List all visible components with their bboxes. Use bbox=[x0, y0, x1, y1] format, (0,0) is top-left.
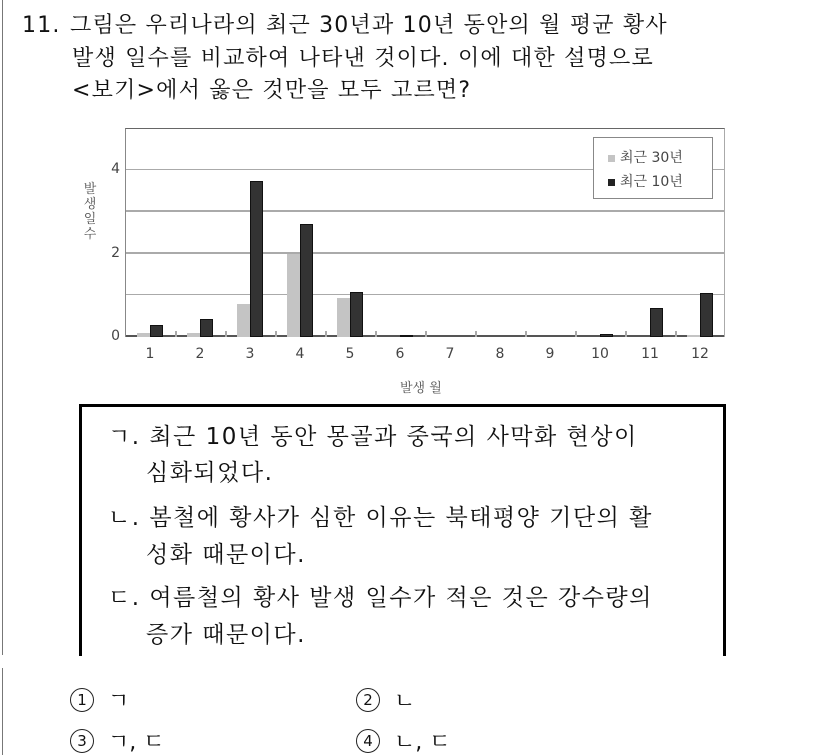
bogi-item-c-line2: 증가 때문이다. bbox=[146, 622, 306, 648]
bar-10yr bbox=[650, 308, 663, 337]
choice-text-1: ㄱ bbox=[108, 689, 130, 714]
bar-30yr bbox=[287, 254, 300, 337]
bogi-label-a: ㄱ. bbox=[108, 424, 141, 450]
bar-10yr bbox=[400, 335, 413, 337]
x-tick-label: 6 bbox=[395, 346, 405, 362]
choice-number-4: 4 bbox=[356, 729, 380, 753]
bar-10yr bbox=[250, 181, 263, 337]
chart-legend bbox=[593, 137, 713, 199]
gridline bbox=[126, 252, 724, 254]
gridline bbox=[126, 294, 724, 296]
x-tick-label: 9 bbox=[545, 346, 555, 362]
choice-1[interactable] bbox=[70, 684, 129, 715]
x-minor-tick bbox=[325, 331, 327, 337]
x-minor-tick bbox=[425, 331, 427, 337]
question-number: 11. bbox=[22, 13, 61, 38]
x-minor-tick bbox=[375, 331, 377, 337]
x-minor-tick bbox=[175, 331, 177, 337]
question-line-2: 발생 일수를 비교하여 나타낸 것이다. 이에 대한 설명으로 bbox=[72, 46, 654, 71]
bogi-text-c: 여름철의 황사 발생 일수가 적은 것은 강수량의 bbox=[149, 585, 653, 611]
bar-10yr bbox=[150, 325, 163, 338]
choice-number-1: 1 bbox=[70, 688, 94, 712]
choice-2[interactable] bbox=[356, 684, 415, 715]
legend-label-30yr: 최근 30년 bbox=[620, 150, 683, 166]
bogi-text-b: 봄철에 황사가 심한 이유는 북태평양 기단의 활 bbox=[149, 505, 653, 531]
legend-swatch-10yr-icon bbox=[608, 179, 615, 186]
bar-10yr bbox=[600, 334, 613, 337]
legend-label-10yr: 최근 10년 bbox=[620, 174, 683, 190]
bar-10yr bbox=[200, 319, 213, 337]
x-minor-tick bbox=[475, 331, 477, 337]
choice-4[interactable] bbox=[356, 725, 451, 756]
page-left-border-lower bbox=[2, 668, 3, 755]
x-tick-label: 8 bbox=[495, 346, 505, 362]
bar-10yr bbox=[350, 292, 363, 337]
x-tick-label: 12 bbox=[691, 346, 709, 362]
choice-text-3: ㄱ, ㄷ bbox=[108, 730, 165, 755]
page-left-border bbox=[2, 0, 3, 655]
bar-30yr bbox=[687, 335, 700, 337]
question-line-1: 그림은 우리나라의 최근 30년과 10년 동안의 월 평균 황사 bbox=[70, 13, 668, 38]
bogi-item-b-line2: 성화 때문이다. bbox=[146, 542, 306, 568]
y-tick-label: 4 bbox=[111, 161, 120, 178]
x-tick-label: 11 bbox=[641, 346, 659, 362]
y-tick-label: 2 bbox=[111, 244, 120, 261]
x-minor-tick bbox=[675, 331, 677, 337]
bar-30yr bbox=[237, 304, 250, 337]
x-minor-tick bbox=[525, 331, 527, 337]
bar-30yr bbox=[187, 333, 200, 337]
bogi-item-a-line1 bbox=[108, 421, 638, 453]
y-axis-label: 발 생 일 수 bbox=[83, 182, 97, 242]
choice-3[interactable] bbox=[70, 725, 165, 756]
bogi-text-a: 최근 10년 동안 몽골과 중국의 사막화 현상이 bbox=[149, 424, 638, 450]
x-tick-label: 10 bbox=[591, 346, 609, 362]
bar-30yr bbox=[337, 298, 350, 337]
bogi-item-a-line2: 심화되었다. bbox=[146, 460, 274, 486]
bar-chart bbox=[70, 120, 740, 400]
bogi-box bbox=[79, 404, 726, 656]
bar-30yr bbox=[137, 333, 150, 337]
legend-item-10yr bbox=[608, 171, 683, 191]
bar-10yr bbox=[700, 293, 713, 337]
legend-item-30yr bbox=[608, 147, 683, 167]
x-minor-tick bbox=[575, 331, 577, 337]
choice-number-2: 2 bbox=[356, 688, 380, 712]
x-minor-tick bbox=[225, 331, 227, 337]
bar-10yr bbox=[300, 224, 313, 337]
bogi-item-b-line1 bbox=[108, 502, 653, 534]
x-minor-tick bbox=[275, 331, 277, 337]
x-tick-label: 5 bbox=[345, 346, 355, 362]
x-tick-label: 3 bbox=[245, 346, 255, 362]
x-tick-label: 1 bbox=[145, 346, 155, 362]
bogi-item-c-line1 bbox=[108, 582, 653, 614]
choice-number-3: 3 bbox=[70, 729, 94, 753]
x-minor-tick bbox=[625, 331, 627, 337]
choice-text-2: ㄴ bbox=[394, 689, 416, 714]
gridline bbox=[126, 210, 724, 212]
bogi-label-b: ㄴ. bbox=[108, 505, 141, 531]
x-axis-label: 발생 월 bbox=[400, 381, 442, 396]
legend-swatch-30yr-icon bbox=[608, 155, 615, 162]
y-tick-label: 0 bbox=[111, 328, 120, 344]
x-tick-label: 7 bbox=[445, 346, 455, 362]
choice-text-4: ㄴ, ㄷ bbox=[394, 730, 451, 755]
bogi-label-c: ㄷ. bbox=[108, 585, 141, 611]
x-tick-label: 2 bbox=[195, 346, 205, 362]
x-tick-label: 4 bbox=[295, 346, 305, 362]
question-line-3: <보기>에서 옳은 것만을 모두 고르면? bbox=[72, 78, 472, 103]
